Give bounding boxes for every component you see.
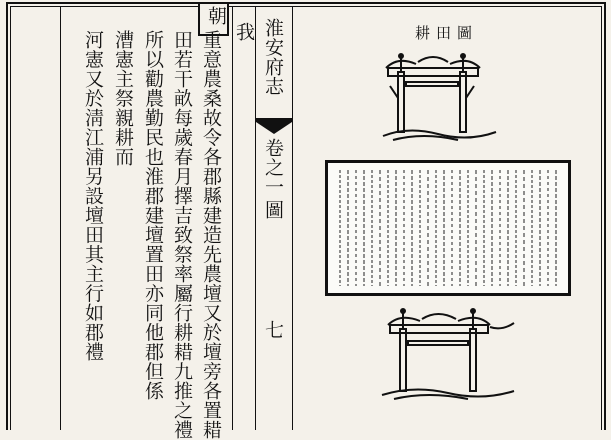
gate-illustration-top bbox=[378, 50, 498, 145]
inner-left-line bbox=[10, 6, 11, 430]
volume-label: 卷之一 bbox=[262, 138, 284, 197]
left-border bbox=[6, 2, 8, 430]
field-plot-block bbox=[325, 160, 571, 296]
running-title: 淮安府志 bbox=[262, 18, 284, 96]
fishtail-mark-icon bbox=[256, 118, 292, 136]
top-border bbox=[6, 2, 606, 4]
figure-title: 耕田圖 bbox=[415, 24, 479, 42]
text-column-5: 河憲又於淸江浦另設壇田其主行如郡禮 bbox=[82, 30, 104, 362]
header-char: 朝 bbox=[205, 6, 227, 25]
gate-illustration-bottom bbox=[378, 305, 518, 405]
text-column-3: 所以勸農勤民也淮郡建壇置田亦同他郡但係 bbox=[142, 30, 164, 401]
section-label: 圖 bbox=[262, 200, 284, 220]
field-rows-icon bbox=[336, 170, 560, 286]
right-border bbox=[604, 2, 606, 430]
indent-char: 我 bbox=[233, 22, 255, 42]
page-number: 七 bbox=[262, 320, 284, 340]
text-column-1: 重意農桑故令各郡縣建造先農壇又於壇旁各置耤 bbox=[200, 30, 222, 440]
inner-right-line bbox=[601, 6, 602, 430]
column-divider bbox=[255, 7, 256, 430]
column-divider bbox=[292, 7, 293, 430]
column-divider bbox=[60, 7, 61, 430]
column-divider bbox=[232, 7, 233, 430]
inner-top-line bbox=[10, 6, 602, 7]
text-column-2: 田若干畝每歲春月擇吉致祭率屬行耕耤九推之禮 bbox=[171, 30, 193, 440]
text-column-4: 漕憲主祭親耕而 bbox=[112, 30, 134, 167]
